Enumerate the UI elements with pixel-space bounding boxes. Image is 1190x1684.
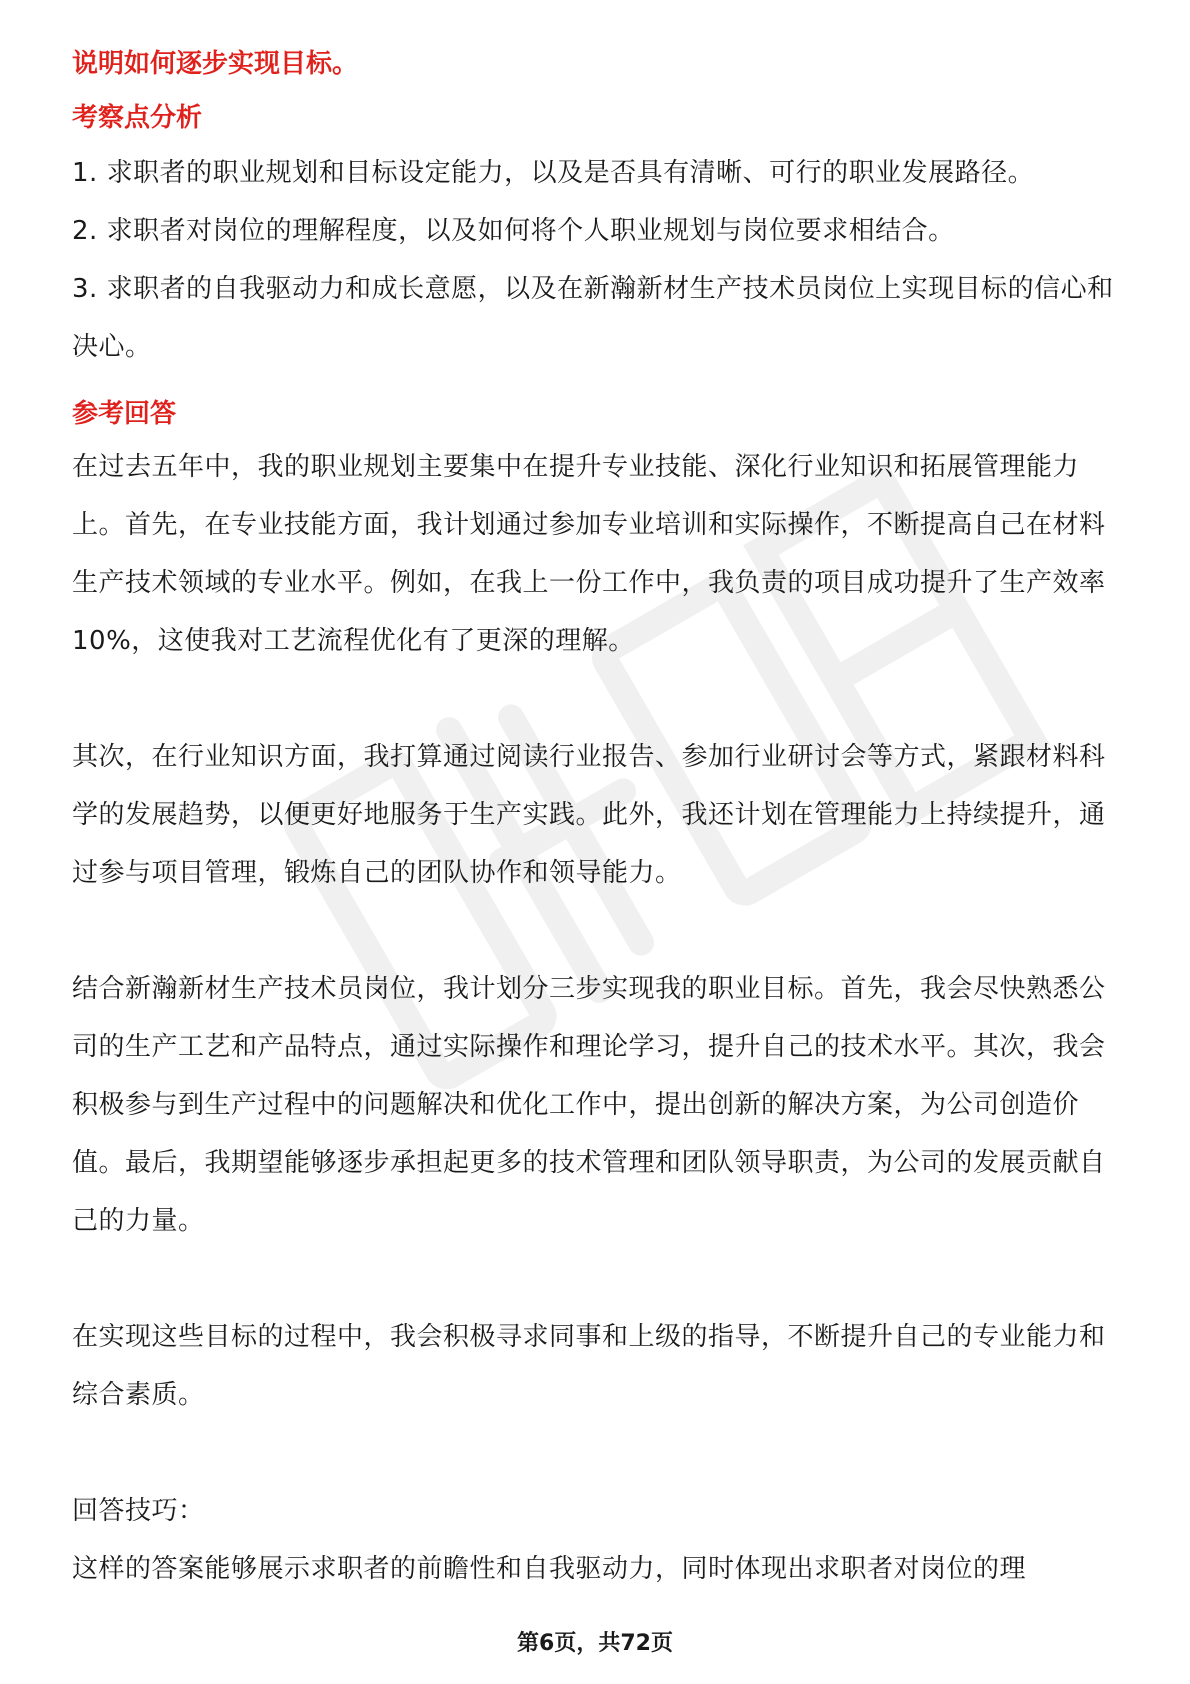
- tips-label: 回答技巧：: [72, 1496, 205, 1526]
- answer-paragraph: 在实现这些目标的过程中，我会积极寻求同事和上级的指导，不断提升自己的专业能力和综合素质。: [72, 1322, 1106, 1410]
- intro-line: 说明如何逐步实现目标。: [72, 49, 359, 79]
- analysis-item: 2. 求职者对岗位的理解程度，以及如何将个人职业规划与岗位要求相结合。: [72, 216, 955, 246]
- answer-paragraph: 结合新瀚新材生产技术员岗位，我计划分三步实现我的职业目标。首先，我会尽快熟悉公司的生产工艺和产品特点，通过实际操作和理论学习，提升自己的技术水平。其次，我会积极参与到生产过程中的问题解决和优化工作中，提出创新的解决方案，为公司创造价值。最后，我期望能够逐步承担起更多的技术管理和团队领导职责，为公司的发展贡献自己的力量。: [72, 974, 1106, 1236]
- answer-paragraph: 在过去五年中，我的职业规划主要集中在提升专业技能、深化行业知识和拓展管理能力上。首先，在专业技能方面，我计划通过参加专业培训和实际操作，不断提高自己在材料生产技术领域的专业水平。例如，在我上一份工作中，我负责的项目成功提升了生产效率10%，这使我对工艺流程优化有了更深的理解。: [72, 452, 1106, 656]
- analysis-item: 3. 求职者的自我驱动力和成长意愿，以及在新瀚新材生产技术员岗位上实现目标的信心和决心。: [72, 274, 1114, 362]
- tips-text: 这样的答案能够展示求职者的前瞻性和自我驱动力，同时体现出求职者对岗位的理: [72, 1554, 1027, 1584]
- answer-heading: 参考回答: [72, 399, 177, 429]
- document-page: [72, 44, 1122, 1598]
- analysis-item: 1. 求职者的职业规划和目标设定能力，以及是否具有清晰、可行的职业发展路径。: [72, 158, 1035, 188]
- answer-paragraph: 其次，在行业知识方面，我打算通过阅读行业报告、参加行业研讨会等方式，紧跟材料科学的发展趋势，以便更好地服务于生产实践。此外，我还计划在管理能力上持续提升，通过参与项目管理，锻炼自己的团队协作和领导能力。: [72, 742, 1106, 888]
- page-number-footer: 第6页，共72页: [517, 1631, 673, 1656]
- analysis-heading: 考察点分析: [72, 103, 203, 133]
